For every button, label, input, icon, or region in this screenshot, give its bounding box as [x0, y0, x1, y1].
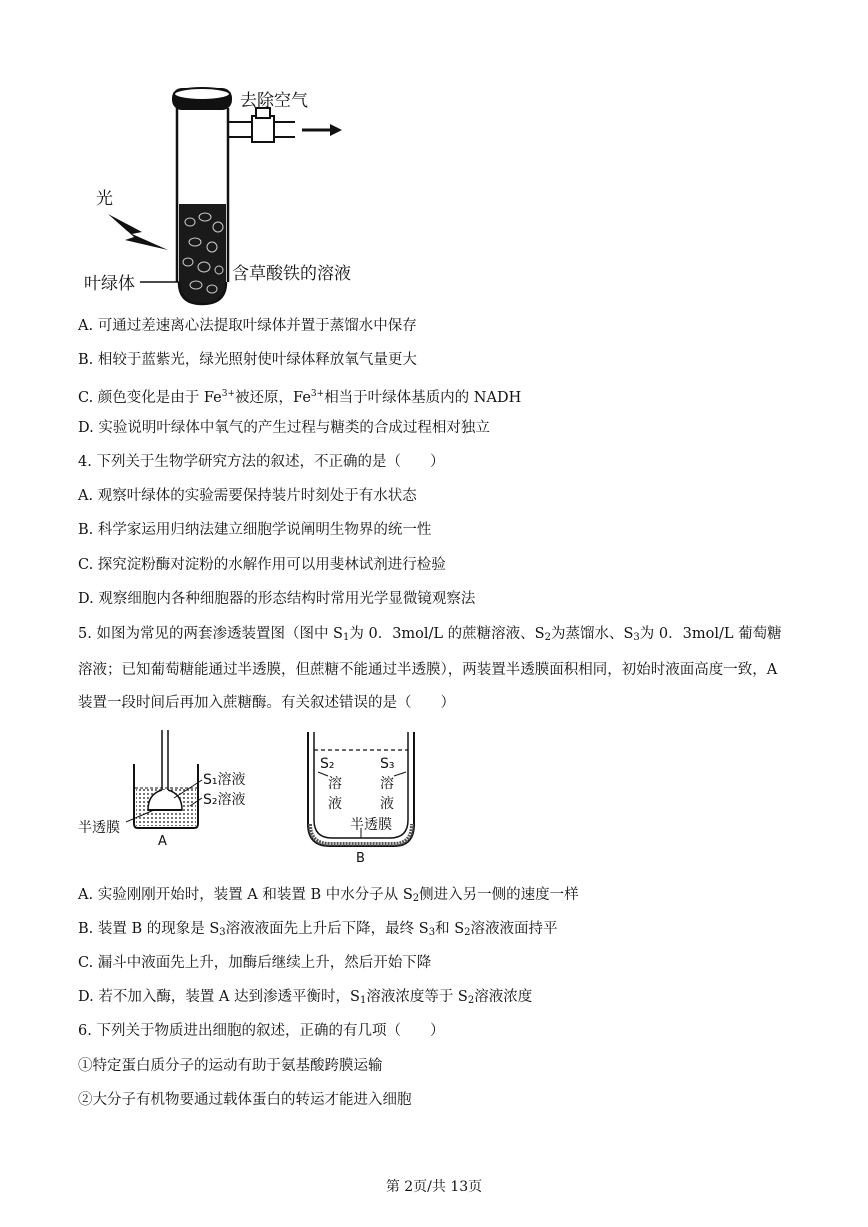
q5-stem: 5. 如图为常见的两套渗透装置图（图中 $S_1$为 0．3mol/L 的蔗糖溶液、$S_2$为蒸馏水、$S_3$为 0．3mol/L 葡萄糖溶液；已知葡萄糖能通过半透膜，但蔗糖不能通过半透膜），两装置半透膜面积相同，初始时液面高度一致，A 装置一段时间后再加入蔗糖酶。有关叙述错误的是（ ）	[78, 626, 782, 711]
membrane-label-b: 半透膜	[350, 817, 392, 833]
s2-solution-label: S₂溶液	[203, 792, 246, 808]
solution-label: 含草酸铁的溶液	[232, 264, 351, 284]
figure-a-caption: A	[158, 834, 167, 849]
page-footer: 第 2页/共 13页	[385, 1179, 483, 1195]
q6-item-2: ②大分子有机物要通过载体蛋白的转运才能进入细胞	[78, 1092, 412, 1108]
s1-solution-label: S₁溶液	[203, 772, 246, 788]
q4-option-c: C. 探究淀粉酶对淀粉的水解作用可以用斐林试剂进行检验	[78, 557, 446, 573]
s3-label-b: S₃	[380, 756, 395, 772]
q6-stem: 6. 下列关于物质进出细胞的叙述，正确的有几项（ ）	[78, 1023, 445, 1039]
s3-rong-label: 溶	[380, 776, 394, 792]
q3-option-a: A. 可通过差速离心法提取叶绿体并置于蒸馏水中保存	[78, 318, 417, 334]
remove-air-label: 去除空气	[240, 91, 308, 111]
q3-option-b: B. 相较于蓝紫光，绿光照射使叶绿体释放氧气量更大	[78, 352, 417, 368]
q4-option-d: D. 观察细胞内各种细胞器的形态结构时常用光学显微镜观察法	[78, 591, 476, 607]
q5-option-d: D. 若不加入酶，装置 A 达到渗透平衡时，$S_1$溶液浓度等于 $S_2$溶液浓度	[78, 989, 533, 1006]
s2-ye-label: 液	[328, 796, 342, 812]
q4-option-a: A. 观察叶绿体的实验需要保持装片时刻处于有水状态	[78, 488, 417, 504]
q4-stem: 4. 下列关于生物学研究方法的叙述，不正确的是（ ）	[78, 454, 445, 470]
chloroplast-apparatus-figure	[80, 82, 400, 307]
chloroplast-label: 叶绿体	[84, 274, 135, 294]
osmosis-device-a-figure	[78, 728, 268, 858]
q3-option-d: D. 实验说明叶绿体中氧气的产生过程与糖类的合成过程相对独立	[78, 420, 490, 436]
q6-item-1: ①特定蛋白质分子的运动有助于氨基酸跨膜运输	[78, 1058, 383, 1074]
q3-option-c: C. 颜色变化是由于 $Fe^{3+}$被还原，$Fe^{3+}$相当于叶绿体基质内的 NADH	[78, 389, 522, 406]
q5-option-a: A. 实验刚刚开始时，装置 A 和装置 B 中水分子从 $S_2$侧进入另一侧的速度一样	[78, 887, 579, 904]
s3-ye-label: 液	[380, 796, 394, 812]
s2-rong-label: 溶	[328, 776, 342, 792]
membrane-label-a: 半透膜	[78, 820, 120, 836]
osmosis-device-b-figure	[298, 728, 428, 866]
q5-option-c: C. 漏斗中液面先上升，加酶后继续上升，然后开始下降	[78, 955, 432, 971]
figure-b-caption: B	[356, 851, 365, 866]
q4-option-b: B. 科学家运用归纳法建立细胞学说阐明生物界的统一性	[78, 522, 432, 538]
light-label: 光	[96, 189, 113, 209]
q5-option-b: B. 装置 B 的现象是 $S_3$溶液液面先上升后下降，最终 $S_3$和 $S_2$溶液液面持平	[78, 921, 558, 938]
s2-label-b: S₂	[320, 756, 335, 772]
